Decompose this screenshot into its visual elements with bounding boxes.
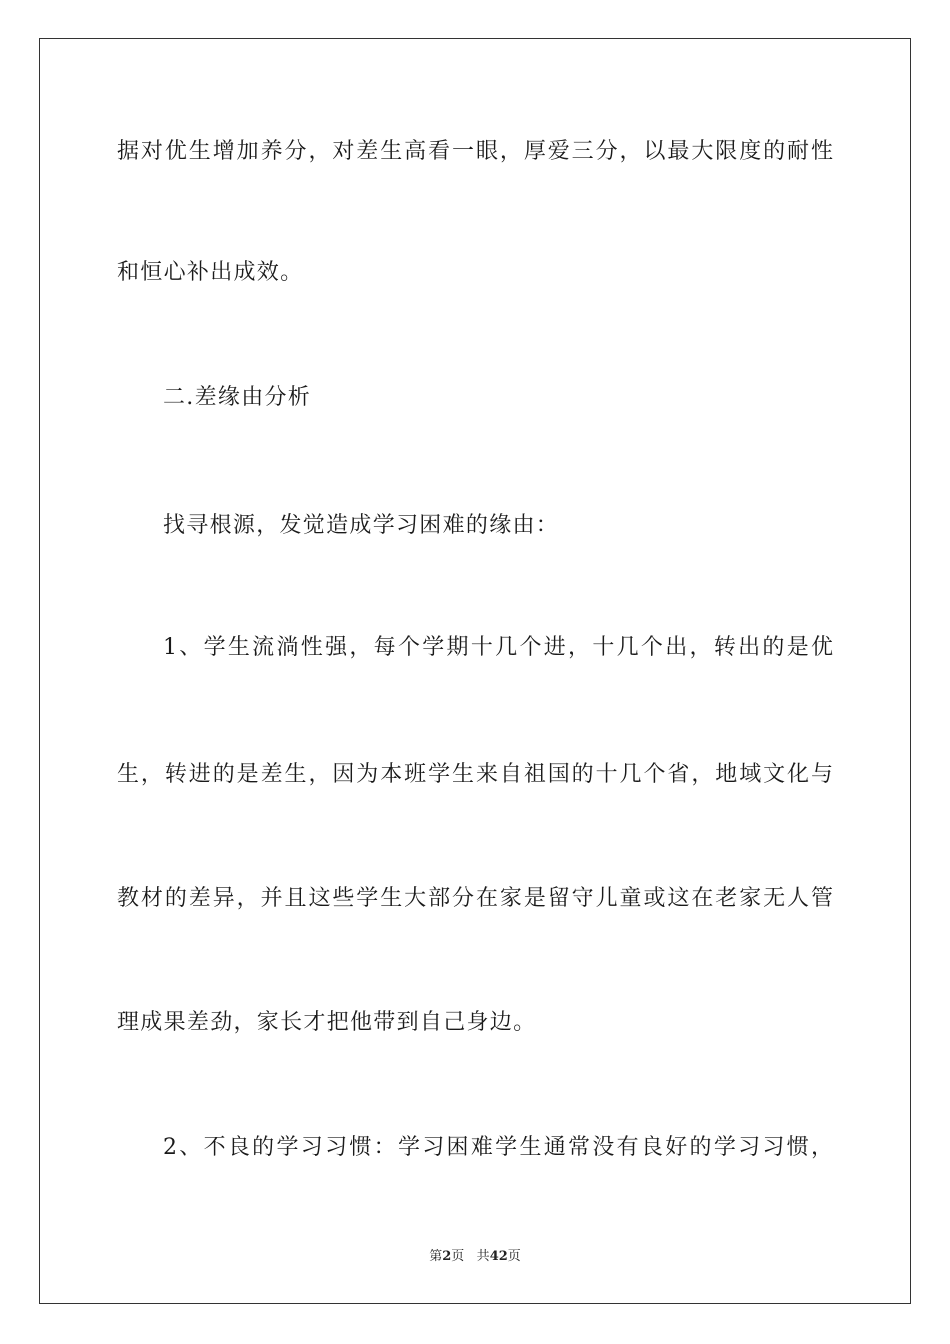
paragraph-line: 生，转进的是差生，因为本班学生来自祖国的十几个省，地域文化与 [117, 762, 833, 787]
page-suffix: 页 [451, 1249, 465, 1264]
paragraph-line: 据对优生增加养分，对差生高看一眼，厚爱三分，以最大限度的耐性 [117, 139, 833, 164]
page-prefix: 第 [429, 1249, 443, 1264]
page-border [39, 38, 911, 1304]
page-number: 2 [442, 1249, 452, 1264]
paragraph-line: 教材的差异，并且这些学生大部分在家是留守儿童或这在老家无人管 [117, 886, 833, 911]
paragraph-line: 1、学生流淌性强，每个学期十几个进，十几个出，转出的是优 [163, 635, 833, 660]
total-prefix: 共 [476, 1249, 490, 1264]
paragraph-line: 2、不良的学习习惯：学习困难学生通常没有良好的学习习惯， [163, 1135, 833, 1160]
paragraph-line: 找寻根源，发觉造成学习困难的缘由： [163, 513, 560, 538]
paragraph-line: 和恒心补出成效。 [117, 260, 304, 285]
section-heading: 二.差缘由分析 [163, 385, 312, 410]
paragraph-line: 理成果差劲，家长才把他带到自己身边。 [117, 1010, 537, 1035]
total-pages: 42 [489, 1249, 508, 1264]
total-suffix: 页 [507, 1249, 521, 1264]
page-footer [0, 1248, 950, 1266]
